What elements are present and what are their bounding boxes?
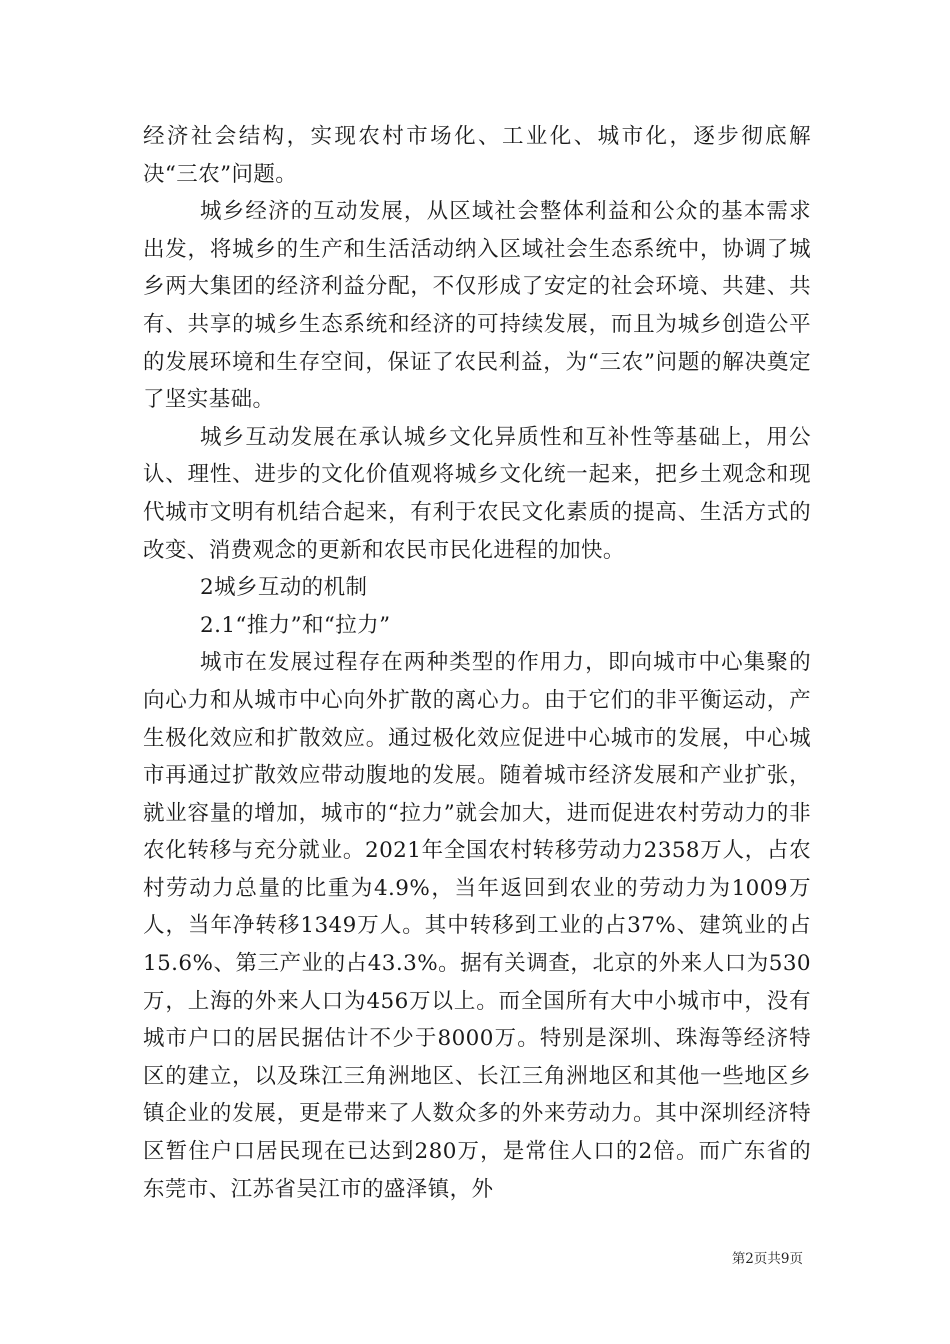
section-heading: 2城乡互动的机制 <box>200 575 368 601</box>
paragraph-interaction-benefits: 城乡经济的互动发展，从区域社会整体利益和公众的基本需求出发，将城乡的生产和生活活动纳入区域社会生态系统中，协调了城乡两大集团的经济利益分配，不仅形成了安定的社会环境、共建、共有、共享的城乡生态系统和经济的可持续发展，而且为城乡创造公平的发展环境和生存空间，保证了农民利益，为“三农”问题的解决奠定了坚实基础。 <box>143 199 811 413</box>
paragraph-cultural-integration: 城乡互动发展在承认城乡文化异质性和互补性等基础上，用公认、理性、进步的文化价值观将城乡文化统一起来，把乡土观念和现代城市文明有机结合起来，有利于农民文化素质的提高、生活方式的改变、消费观念的更新和农民市民化进程的加快。 <box>143 424 811 563</box>
paragraph-push-pull: 城市在发展过程存在两种类型的作用力，即向城市中心集聚的向心力和从城市中心向外扩散的离心力。由于它们的非平衡运动，产生极化效应和扩散效应。通过极化效应促进中心城市的发展，中心城市再通过扩散效应带动腹地的发展。随着城市经济发展和产业扩张，就业容量的增加，城市的“拉力”就会加大，进而促进农村劳动力的非农化转移与充分就业。2021年全国农村转移劳动力2358万人，占农村劳动力总量的比重为4.9%，当年返回到农业的劳动力为1009万人，当年净转移1349万人。其中转移到工业的占37%、建筑业的占15.6%、第三产业的占43.3%。据有关调查，北京的外来人口为530万，上海的外来人口为456万以上。而全国所有大中小城市中，没有城市户口的居民据估计不少于8000万。特别是深圳、珠海等经济特区的建立，以及珠江三角洲地区、长江三角洲地区和其他一些地区乡镇企业的发展，更是带来了人数众多的外来劳动力。其中深圳经济特区暂住户口居民现在已达到280万，是常住人口的2倍。而广东省的东莞市、江苏省吴江市的盛泽镇，外 <box>143 650 811 1202</box>
subsection-heading: 2.1“推力”和“拉力” <box>200 612 391 638</box>
paragraph-continued: 经济社会结构，实现农村市场化、工业化、城市化，逐步彻底解决“三农”问题。 <box>143 124 811 187</box>
page-number-footer: 第2页共9页 <box>731 1251 803 1267</box>
document-body <box>143 118 811 1208</box>
